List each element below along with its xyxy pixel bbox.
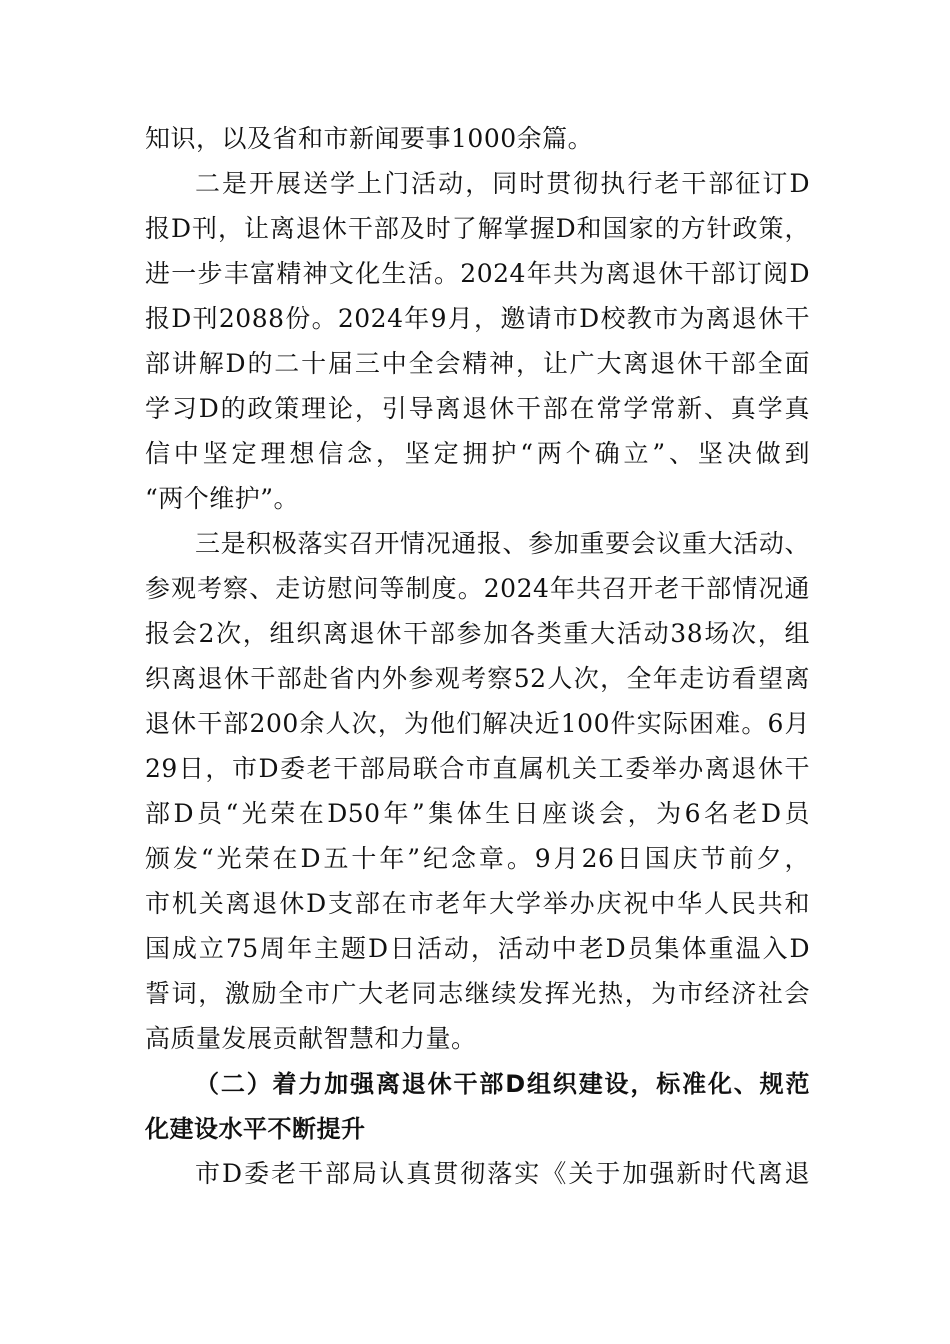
- text-line: 誓词，激励全市广大老同志继续发挥光热，为市经济社会: [145, 979, 810, 1008]
- text-line: 织离退休干部赴省内外参观考察52人次，全年走访看望离: [145, 664, 810, 693]
- text-line: 部讲解D的二十届三中全会精神，让广大离退休干部全面: [145, 349, 810, 378]
- text-line: 部D员“光荣在D50年”集体生日座谈会，为6名老D员: [145, 799, 810, 828]
- text-line: 市机关离退休D支部在市老年大学举办庆祝中华人民共和: [145, 889, 810, 918]
- text-line: “两个维护”。: [145, 484, 300, 513]
- text-line: 进一步丰富精神文化生活。2024年共为离退休干部订阅D: [145, 259, 810, 288]
- text-line: 29日，市D委老干部局联合市直属机关工委举办离退休干: [145, 754, 810, 783]
- text-line: 颁发“光荣在D五十年”纪念章。9月26日国庆节前夕，: [145, 844, 810, 873]
- text-line: 三是积极落实召开情况通报、参加重要会议重大活动、: [195, 529, 810, 558]
- text-line: 退休干部200余人次，为他们解决近100件实际困难。6月: [145, 709, 810, 738]
- text-line: 二是开展送学上门活动，同时贯彻执行老干部征订D: [195, 169, 810, 198]
- text-line: 信中坚定理想信念，坚定拥护“两个确立”、坚决做到: [145, 439, 810, 468]
- text-line: 知识，以及省和市新闻要事1000余篇。: [145, 124, 594, 153]
- text-line: 报会2次，组织离退休干部参加各类重大活动38场次，组: [145, 619, 810, 648]
- text-line: 参观考察、走访慰问等制度。2024年共召开老干部情况通: [145, 574, 810, 603]
- text-line: 报D刊，让离退休干部及时了解掌握D和国家的方针政策，: [145, 214, 810, 243]
- text-line: 学习D的政策理论，引导离退休干部在常学常新、真学真: [145, 394, 810, 423]
- text-line: 高质量发展贡献智慧和力量。: [145, 1024, 477, 1053]
- text-line: 市D委老干部局认真贯彻落实《关于加强新时代离退: [195, 1159, 810, 1188]
- heading-line: 化建设水平不断提升: [145, 1115, 366, 1143]
- text-line: 国成立75周年主题D日活动，活动中老D员集体重温入D: [145, 934, 810, 963]
- text-line: 报D刊2088份。2024年9月，邀请市D校教市为离退休干: [145, 304, 810, 333]
- heading-line: （二）着力加强离退休干部D组织建设，标准化、规范: [195, 1070, 810, 1098]
